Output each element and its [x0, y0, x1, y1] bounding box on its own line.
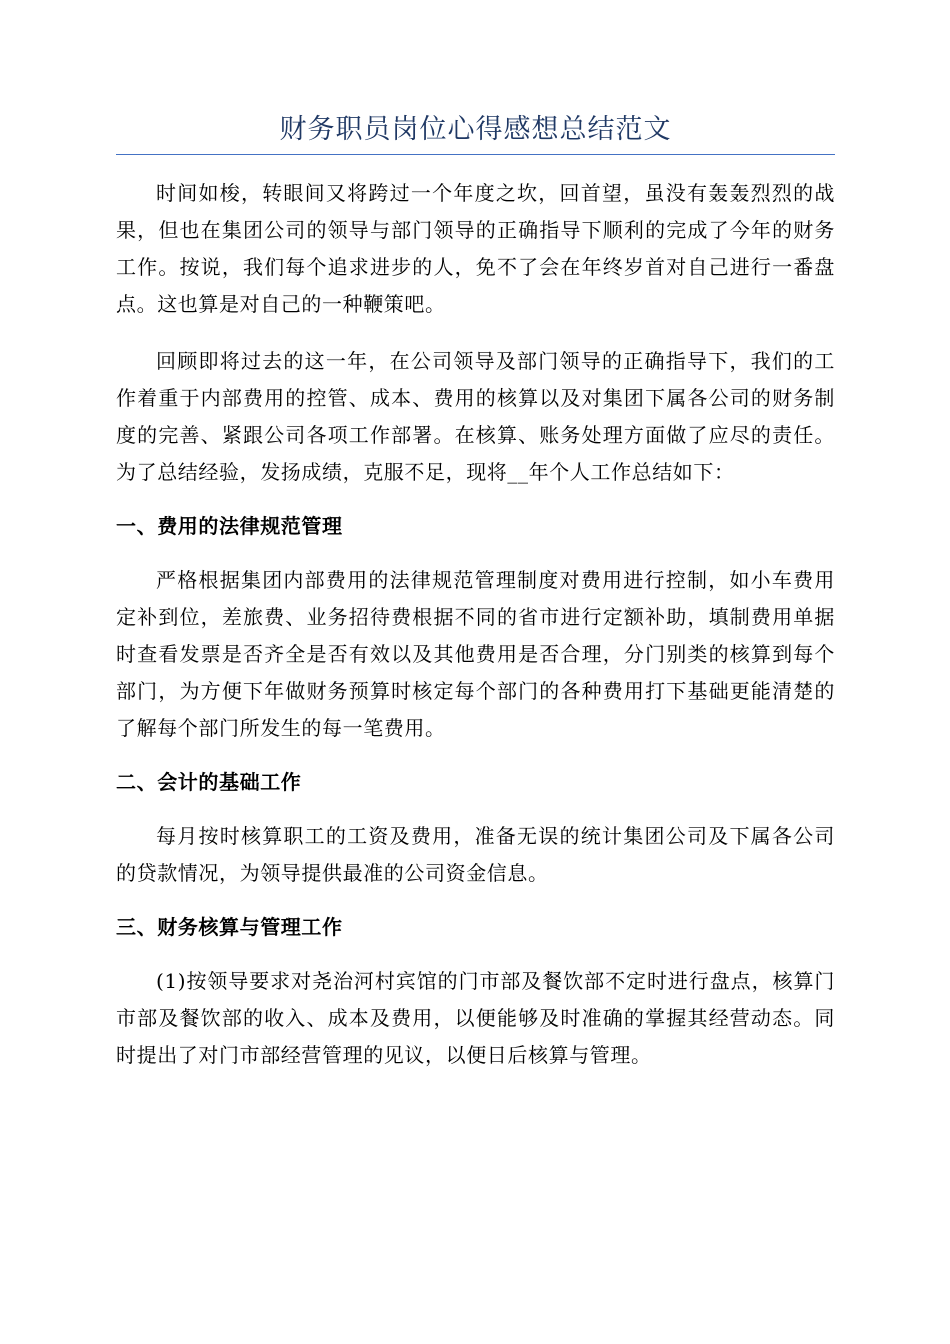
title-underline: [116, 154, 835, 155]
document-page: [116, 108, 835, 1074]
section-heading-financial-accounting: 三、财务核算与管理工作: [116, 915, 343, 939]
section-body-financial-accounting: (1)按领导要求对尧治河村宾馆的门市部及餐饮部不定时进行盘点，核算门市部及餐饮部的收入、成本及费用，以便能够及时准确的掌握其经营动态。同时提出了对门市部经营管理的见议，以便日后核算与管理。: [116, 969, 835, 1067]
section-heading-accounting-basics: 二、会计的基础工作: [116, 770, 302, 794]
section-heading-expense-management: 一、费用的法律规范管理: [116, 514, 343, 538]
intro-paragraph: 回顾即将过去的这一年，在公司领导及部门领导的正确指导下，我们的工作着重于内部费用的控管、成本、费用的核算以及对集团下属各公司的财务制度的完善、紧跟公司各项工作部署。在核算、账务处理方面做了应尽的责任。为了总结经验，发扬成绩，克服不足，现将__年个人工作总结如下：: [116, 349, 835, 484]
document-title: 财务职员岗位心得感想总结范文: [279, 114, 672, 145]
section-body-expense-management: 严格根据集团内部费用的法律规范管理制度对费用进行控制，如小车费用定补到位，差旅费、业务招待费根据不同的省市进行定额补助，填制费用单据时查看发票是否齐全是否有效以及其他费用是否合理，分门别类的核算到每个部门，为方便下年做财务预算时核定每个部门的各种费用打下基础更能清楚的了解每个部门所发生的每一笔费用。: [116, 568, 835, 740]
intro-paragraph: 时间如梭，转眼间又将跨过一个年度之坎，回首望，虽没有轰轰烈烈的战果，但也在集团公司的领导与部门领导的正确指导下顺利的完成了今年的财务工作。按说，我们每个追求进步的人，免不了会在年终岁首对自己进行一番盘点。这也算是对自己的一种鞭策吧。: [116, 181, 835, 316]
section-body-accounting-basics: 每月按时核算职工的工资及费用，准备无误的统计集团公司及下属各公司的贷款情况，为领导提供最准的公司资金信息。: [116, 824, 835, 885]
